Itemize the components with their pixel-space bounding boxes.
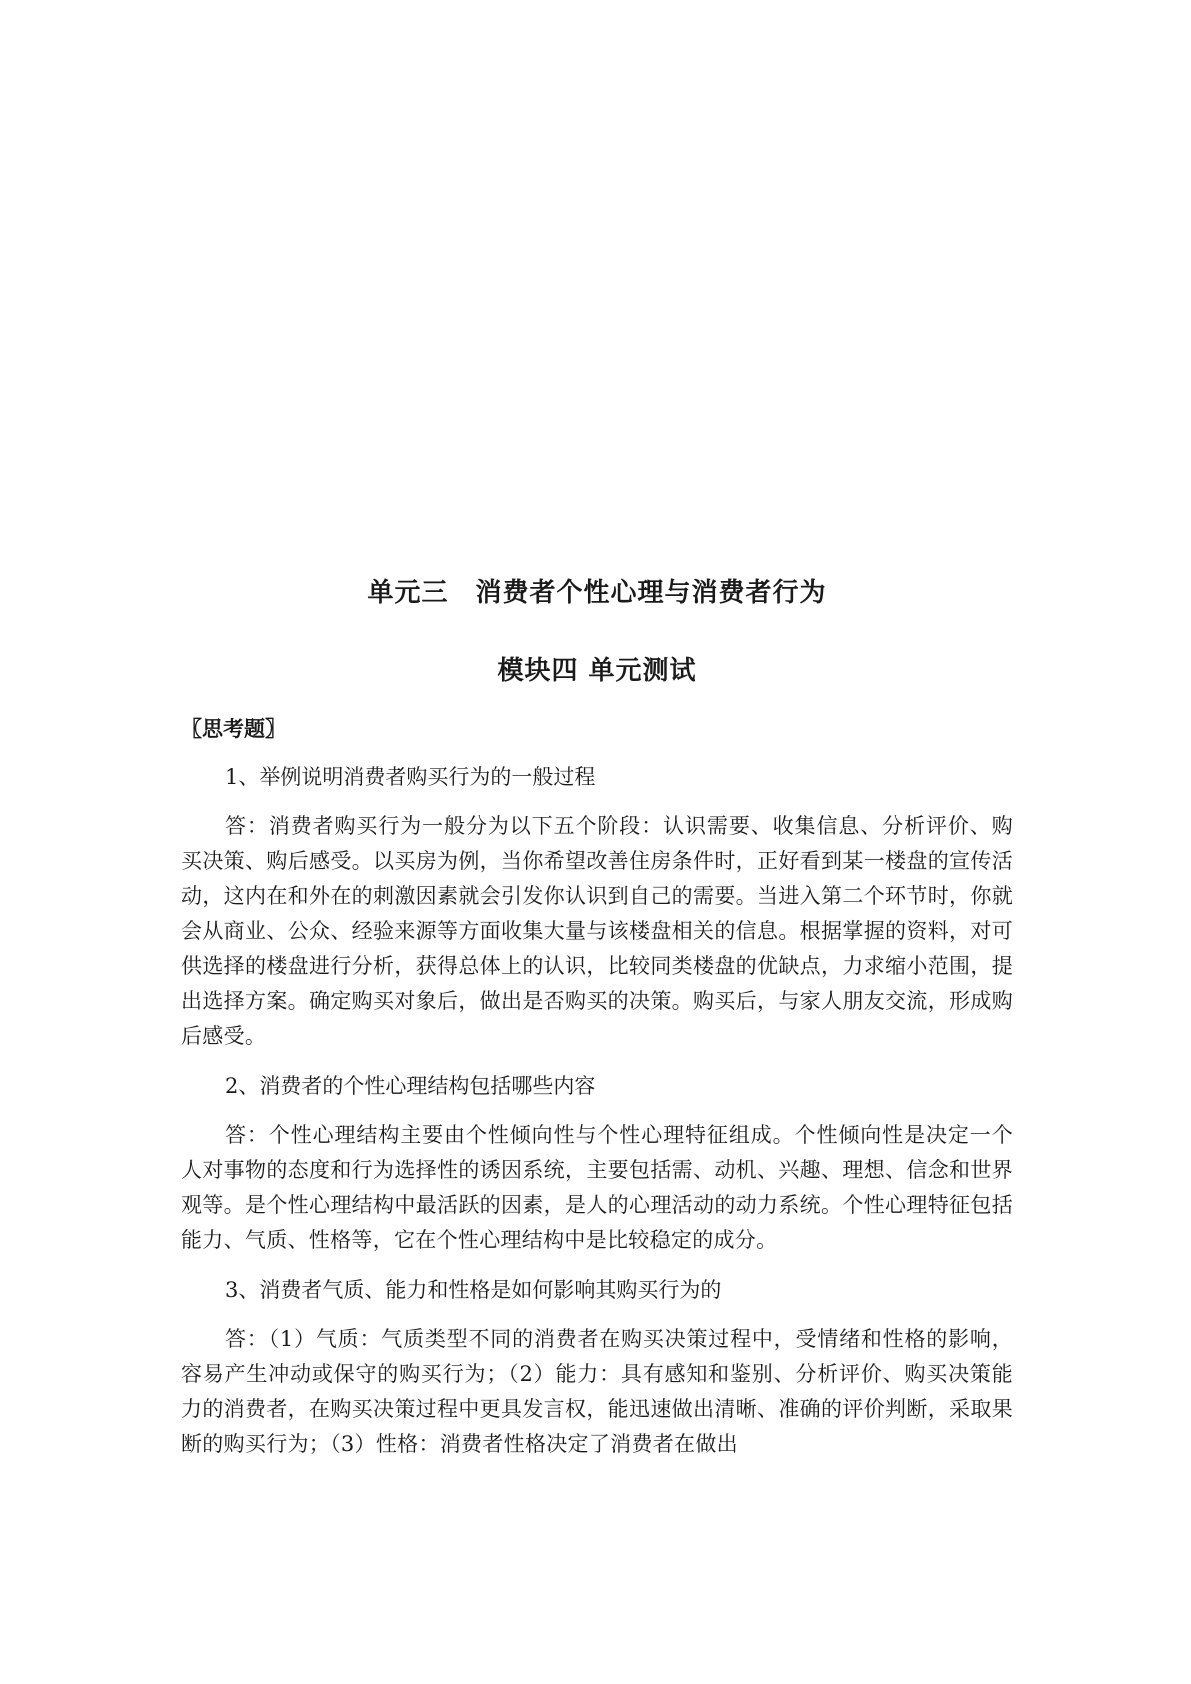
unit-title: 单元三 消费者个性心理与消费者行为 [367,578,827,608]
question-text: 2、消费者的个性心理结构包括哪些内容 [225,1074,596,1098]
answer-text: 答：消费者购买行为一般分为以下五个阶段：认识需要、收集信息、分析评价、购买决策、购后感受。以买房为例，当你希望改善住房条件时，正好看到某一楼盘的宣传活动，这内在和外在的刺激因素就会引发你认识到自己的需要。当进入第二个环节时，你就会从商业、公众、经验来源等方面收集大量与该楼盘相关的信息。根据掌握的资料，对可供选择的楼盘进行分析，获得总体上的认识，比较同类楼盘的优缺点，力求缩小范围，提出选择方案。确定购买对象后，做出是否购买的决策。购买后，与家人朋友交流，形成购后感受。 [181,814,1013,1048]
question-block-2 [181,1070,1013,1258]
answer-text: 答：（1）气质：气质类型不同的消费者在购买决策过程中，受情绪和性格的影响，容易产生冲动或保守的购买行为；（2）能力：具有感知和鉴别、分析评价、购买决策能力的消费者，在购买决策过程中更具发言权，能迅速做出清晰、准确的评价判断，采取果断的购买行为；（3）性格：消费者性格决定了消费者在做出 [181,1327,1013,1456]
question-text: 1、举例说明消费者购买行为的一般过程 [225,765,596,789]
question-block-3 [181,1274,1013,1462]
question-text: 3、消费者气质、能力和性格是如何影响其购买行为的 [225,1278,722,1302]
module-title: 模块四 单元测试 [497,656,697,686]
answer-text: 答：个性心理结构主要由个性倾向性与个性心理特征组成。个性倾向性是决定一个人对事物的态度和行为选择性的诱因系统，主要包括需、动机、兴趣、理想、信念和世界观等。是个性心理结构中最活跃的因素，是人的心理活动的动力系统。个性心理特征包括能力、气质、性格等，它在个性心理结构中是比较稳定的成分。 [181,1123,1013,1252]
section-label: 〖思考题〗 [181,716,286,741]
question-block-1 [181,761,1013,1054]
page-content [181,575,1013,1478]
